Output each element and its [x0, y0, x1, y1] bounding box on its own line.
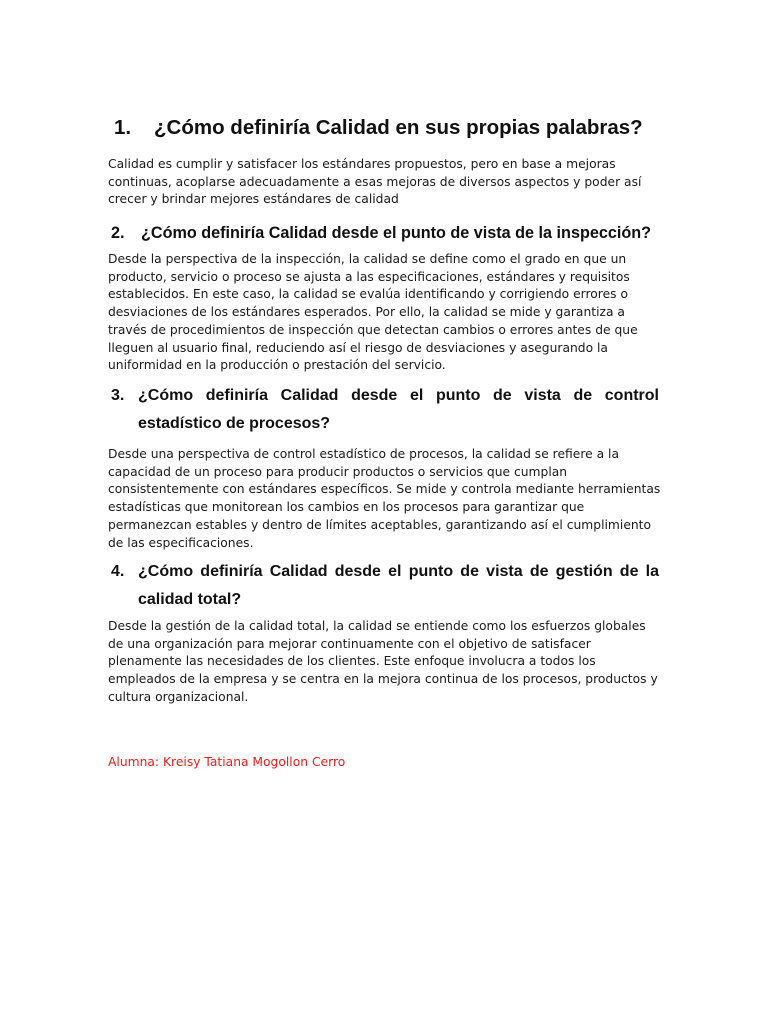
answer-2-paragraph: Desde la perspectiva de la inspección, la calidad se define como el grado en que un producto, servicio o proceso se ajusta a las especificaciones, estándares y requisitos establecidos. En este caso, la calidad se evalúa identificando y corrigiendo errores o desviaciones de los estándares esperados. Por ello, la calidad se mide y garantiza a través de procedimientos de inspección que detectan cambios o errores antes de que lleguen al usuario final, reduciendo así el riesgo de desviaciones y asegurando la uniformidad en la producción o prestación del servicio.	[108, 252, 638, 373]
question-3-number: 3.	[111, 387, 125, 404]
question-2-title: ¿Cómo definiría Calidad desde el punto de vista de la inspección?	[141, 224, 652, 242]
question-3-heading	[108, 382, 660, 438]
question-4-number: 4.	[111, 563, 125, 580]
answer-1-paragraph: Calidad es cumplir y satisfacer los estándares propuestos, pero en base a mejoras continuas, acoplarse adecuadamente a esas mejoras de diversos aspectos y poder así crecer y brindar mejores estándares de calidad	[108, 157, 642, 207]
question-1-number: 1.	[114, 116, 132, 139]
question-2-heading	[108, 222, 660, 244]
question-1-title: ¿Cómo definiría Calidad en sus propias palabras?	[154, 116, 643, 139]
question-3-title: ¿Cómo definiría Calidad desde el punto de vista de control estadístico de procesos?	[138, 387, 659, 432]
question-1-heading	[108, 114, 660, 142]
question-4-heading	[108, 558, 660, 614]
student-name: Alumna: Kreisy Tatiana Mogollon Cerro	[108, 755, 346, 769]
answer-3-paragraph: Desde una perspectiva de control estadístico de procesos, la calidad se refiere a la capacidad de un proceso para producir productos o servicios que cumplan consistentemente con estándares específicos. Se mide y controla mediante herramientas estadísticas que monitorean los cambios en los procesos para garantizar que permanezcan estables y dentro de límites aceptables, garantizando así el cumplimiento de las especificaciones.	[108, 447, 661, 550]
question-4-title: ¿Cómo definiría Calidad desde el punto de vista de gestión de la calidad total?	[138, 563, 659, 608]
answer-4-paragraph: Desde la gestión de la calidad total, la calidad se entiende como los esfuerzos globales de una organización para mejorar continuamente con el objetivo de satisfacer plenamente las necesidades de los clientes. Este enfoque involucra a todos los empleados de la empresa y se centra en la mejora continua de los procesos, productos y cultura organizacional.	[108, 619, 658, 704]
question-2-number: 2.	[111, 224, 125, 242]
